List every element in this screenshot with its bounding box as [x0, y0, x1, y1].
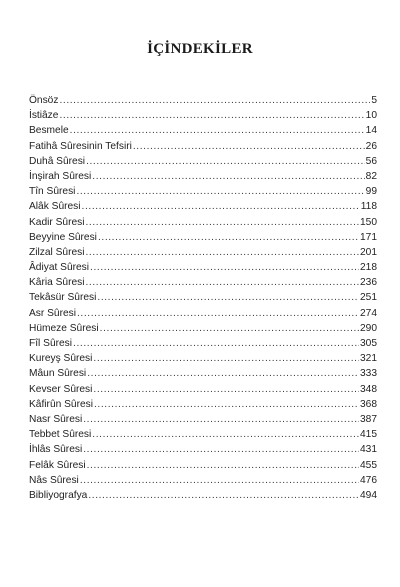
toc-entry-label: Hümeze Sûresi [29, 322, 99, 334]
toc-entry-page-number: 236 [360, 277, 377, 289]
toc-dot-leader [87, 458, 359, 473]
toc-entry-page-number: 56 [365, 155, 377, 167]
toc-entry-label: Besmele [29, 125, 69, 137]
toc-dot-leader [87, 366, 359, 381]
toc-entry-label: Önsöz [29, 95, 59, 106]
toc-entry [29, 458, 377, 473]
toc-dot-leader [92, 427, 359, 442]
toc-entry [29, 245, 377, 260]
toc-entry [29, 382, 377, 397]
toc-entry [29, 275, 377, 290]
toc-dot-leader [83, 412, 359, 427]
toc-entry-page-number: 415 [360, 429, 377, 441]
toc-entry-label: İstiâze [29, 110, 59, 122]
toc-entry-page-number: 118 [360, 201, 377, 213]
toc-entry-page-number: 99 [365, 186, 377, 198]
toc-dot-leader [86, 275, 360, 290]
toc-entry [29, 93, 377, 108]
toc-dot-leader [85, 245, 359, 260]
toc-dot-leader [86, 154, 365, 169]
toc-entry-page-number: 368 [360, 398, 377, 410]
toc-entry-page-number: 348 [360, 383, 377, 395]
toc-entry-label: Fatihâ Sûresinin Tefsiri [29, 140, 132, 152]
table-of-contents [29, 93, 377, 503]
toc-entry [29, 351, 377, 366]
toc-entry-page-number: 251 [360, 292, 377, 304]
toc-dot-leader [97, 290, 359, 305]
toc-entry-label: İhlâs Sûresi [29, 444, 83, 456]
toc-entry [29, 412, 377, 427]
toc-entry [29, 306, 377, 321]
toc-entry-label: Beyyine Sûresi [29, 231, 97, 243]
toc-entry-label: Nâs Sûresi [29, 474, 79, 486]
toc-dot-leader [73, 336, 359, 351]
toc-dot-leader [83, 442, 359, 457]
toc-entry [29, 169, 377, 184]
toc-dot-leader [82, 199, 360, 214]
toc-entry-page-number: 150 [360, 216, 377, 228]
toc-entry [29, 154, 377, 169]
toc-dot-leader [86, 215, 360, 230]
toc-dot-leader [88, 488, 359, 503]
toc-dot-leader [98, 230, 359, 245]
toc-entry [29, 139, 377, 154]
toc-dot-leader [93, 351, 359, 366]
toc-entry [29, 199, 377, 214]
toc-entry-page-number: 305 [360, 338, 377, 349]
toc-entry [29, 260, 377, 275]
toc-entry-label: Alâk Sûresi [29, 201, 81, 213]
toc-entry-label: Felâk Sûresi [29, 459, 86, 471]
toc-entry [29, 366, 377, 381]
toc-dot-leader [100, 321, 359, 336]
toc-entry-page-number: 171 [360, 231, 377, 243]
toc-entry [29, 473, 377, 488]
toc-dot-leader [93, 382, 359, 397]
toc-entry-label: Zilzal Sûresi [29, 246, 85, 258]
toc-entry-label: İnşirah Sûresi [29, 170, 92, 182]
toc-entry-page-number: 387 [360, 413, 377, 425]
toc-dot-leader [70, 123, 365, 138]
toc-entry [29, 442, 377, 457]
toc-entry-label: Tîn Sûresi [29, 186, 76, 198]
toc-entry-label: Mâun Sûresi [29, 368, 87, 380]
toc-entry-label: Tebbet Sûresi [29, 429, 92, 441]
toc-entry-label: Tekâsür Sûresi [29, 292, 97, 304]
page-title: İÇİNDEKİLER [147, 41, 253, 57]
toc-entry-label: Kâfirûn Sûresi [29, 398, 93, 410]
toc-dot-leader [59, 108, 364, 123]
toc-entry [29, 123, 377, 138]
toc-entry-page-number: 476 [360, 474, 377, 486]
toc-entry-page-number: 290 [360, 322, 377, 334]
toc-entry-label: Fîl Sûresi [29, 338, 73, 349]
toc-entry-page-number: 455 [360, 459, 377, 471]
toc-entry [29, 215, 377, 230]
toc-dot-leader [77, 306, 359, 321]
toc-dot-leader [90, 260, 359, 275]
toc-entry-page-number: 494 [360, 489, 377, 501]
toc-entry [29, 397, 377, 412]
toc-dot-leader [80, 473, 359, 488]
toc-entry [29, 290, 377, 305]
toc-entry-label: Nasr Sûresi [29, 413, 83, 425]
toc-dot-leader [92, 169, 364, 184]
toc-entry-page-number: 274 [360, 307, 377, 319]
toc-entry-label: Kureyş Sûresi [29, 353, 93, 365]
toc-entry-label: Bibliyografya [29, 489, 88, 501]
toc-dot-leader [133, 139, 365, 154]
toc-entry [29, 488, 377, 503]
toc-entry-label: Kevser Sûresi [29, 383, 93, 395]
toc-entry-page-number: 321 [360, 353, 377, 365]
toc-entry [29, 336, 377, 351]
toc-entry-label: Kâria Sûresi [29, 277, 85, 289]
toc-entry-page-number: 218 [360, 262, 377, 274]
toc-entry [29, 321, 377, 336]
toc-dot-leader [94, 397, 359, 412]
toc-entry-page-number: 14 [365, 125, 377, 137]
toc-entry [29, 108, 377, 123]
toc-entry-page-number: 26 [365, 140, 377, 152]
toc-entry-label: Âdiyat Sûresi [29, 262, 90, 274]
toc-entry-label: Kadir Sûresi [29, 216, 85, 228]
toc-entry-page-number: 5 [371, 95, 377, 106]
toc-dot-leader [76, 184, 364, 199]
toc-entry-label: Asr Sûresi [29, 307, 76, 319]
toc-entry [29, 184, 377, 199]
toc-entry-page-number: 10 [365, 110, 377, 122]
toc-dot-leader [59, 93, 370, 108]
toc-entry-page-number: 82 [365, 170, 377, 182]
toc-entry-page-number: 201 [360, 246, 377, 258]
toc-entry-label: Duhâ Sûresi [29, 155, 86, 167]
toc-entry-page-number: 333 [360, 368, 377, 380]
toc-entry-page-number: 431 [360, 444, 377, 456]
toc-entry [29, 427, 377, 442]
toc-entry [29, 230, 377, 245]
